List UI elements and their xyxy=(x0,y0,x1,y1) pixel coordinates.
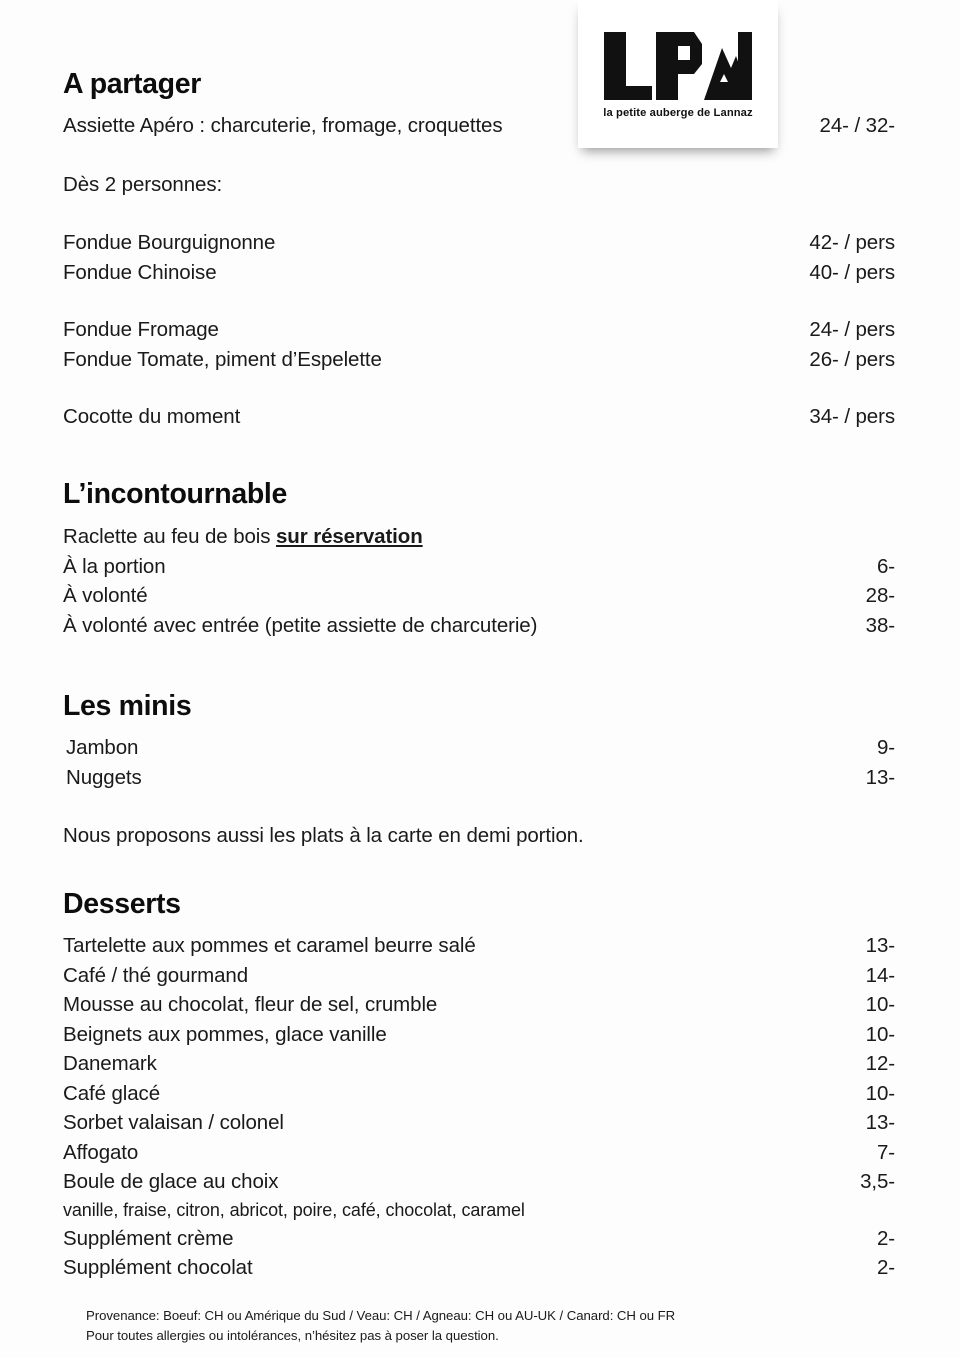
item-name: Nuggets xyxy=(66,765,142,789)
item-name: Assiette Apéro : charcuterie, fromage, croquettes xyxy=(63,114,503,137)
desserts-items xyxy=(63,931,895,1283)
item-name: Danemark xyxy=(63,1052,157,1075)
menu-row xyxy=(63,1253,895,1283)
raclette-headline xyxy=(63,522,895,552)
menu-row xyxy=(63,1224,895,1254)
item-price: 12- xyxy=(865,1052,895,1075)
item-price: 2- xyxy=(876,1226,895,1250)
item-name: Jambon xyxy=(66,736,139,759)
menu-group xyxy=(63,315,895,374)
item-name: Boule de glace au choix xyxy=(63,1170,279,1193)
menu-row xyxy=(63,1167,895,1197)
item-price: 24- / 32- xyxy=(819,114,895,137)
item-name: Fondue Bourguignonne xyxy=(63,231,276,254)
restaurant-logo xyxy=(578,0,778,148)
footer-provenance: Provenance: Boeuf: CH ou Amérique du Sud / Veau: CH / Agneau: CH ou AU-UK / Canard: CH ou FR xyxy=(86,1308,676,1323)
section-les-minis xyxy=(63,690,895,851)
item-price: 42- / pers xyxy=(809,231,895,254)
section-title-desserts: Desserts xyxy=(63,888,181,920)
menu-row xyxy=(66,733,895,763)
item-price: 9- xyxy=(876,736,895,759)
menu-group xyxy=(63,402,895,432)
item-name: Beignets aux pommes, glace vanille xyxy=(63,1022,387,1046)
item-price: 34- / pers xyxy=(809,405,895,428)
item-price: 13- xyxy=(865,934,895,957)
menu-row xyxy=(63,1049,895,1079)
menu-row xyxy=(63,581,895,611)
item-name: Café / thé gourmand xyxy=(63,963,248,987)
menu-row xyxy=(63,961,895,991)
item-name: Supplément crème xyxy=(63,1226,234,1250)
item-price: 40- / pers xyxy=(809,260,895,284)
menu-row xyxy=(63,228,895,258)
item-price: 13- xyxy=(865,1111,895,1134)
item-name: Supplément chocolat xyxy=(63,1256,253,1279)
item-price: 6- xyxy=(876,554,895,578)
footer-notes xyxy=(86,1306,886,1345)
item-name: À la portion xyxy=(63,554,166,578)
glace-flavours: vanille, fraise, citron, abricot, poire, café, chocolat, caramel xyxy=(63,1199,525,1220)
item-name: Mousse au chocolat, fleur de sel, crumble xyxy=(63,993,438,1016)
menu-row xyxy=(66,763,895,793)
menu-row xyxy=(63,1079,895,1109)
menu-row xyxy=(63,315,895,345)
item-price: 10- xyxy=(865,1081,895,1105)
item-name: À volonté avec entrée (petite assiette de charcuterie) xyxy=(63,613,538,637)
lpal-logo-icon xyxy=(600,30,756,102)
item-price: 10- xyxy=(865,1022,895,1046)
item-price: 24- / pers xyxy=(809,318,895,341)
minis-items xyxy=(63,733,895,792)
menu-row xyxy=(63,402,895,432)
menu-row xyxy=(63,931,895,961)
item-name: Affogato xyxy=(63,1140,139,1164)
item-name: Cocotte du moment xyxy=(63,405,241,428)
logo-tagline: la petite auberge de Lannaz xyxy=(603,106,753,119)
item-price: 2- xyxy=(876,1256,895,1279)
item-price: 26- / pers xyxy=(809,347,895,371)
item-price: 28- xyxy=(865,584,895,607)
item-name: Sorbet valaisan / colonel xyxy=(63,1111,284,1134)
item-price: 13- xyxy=(865,765,895,789)
item-price: 10- xyxy=(865,993,895,1016)
section-title-incontournable: L’incontournable xyxy=(63,478,287,510)
item-name: Fondue Fromage xyxy=(63,318,219,341)
menu-row xyxy=(63,345,895,375)
menu-row xyxy=(63,1020,895,1050)
raclette-headline-text: Raclette au feu de bois xyxy=(63,525,276,548)
section-desserts xyxy=(63,888,895,1283)
menu-row xyxy=(63,1108,895,1138)
item-price: 14- xyxy=(865,963,895,987)
menu-row xyxy=(63,1138,895,1168)
minis-footnote: Nous proposons aussi les plats à la carte en demi portion. xyxy=(63,824,584,847)
menu-row xyxy=(63,258,895,288)
menu-row xyxy=(63,990,895,1020)
item-name: Fondue Chinoise xyxy=(63,260,217,284)
item-name: À volonté xyxy=(63,584,148,607)
raclette-reservation-emphasis: sur réservation xyxy=(276,525,423,548)
menu-group xyxy=(63,228,895,287)
item-name: Tartelette aux pommes et caramel beurre salé xyxy=(63,934,476,957)
menu-row xyxy=(63,552,895,582)
section-title-a-partager: A partager xyxy=(63,68,201,100)
item-price: 3,5- xyxy=(860,1170,895,1193)
item-name: Café glacé xyxy=(63,1081,161,1105)
group-note: Dès 2 personnes: xyxy=(63,172,223,196)
footer-allergies: Pour toutes allergies ou intolérances, n’hésitez pas à poser la question. xyxy=(86,1327,499,1343)
section-title-les-minis: Les minis xyxy=(63,690,192,722)
menu-row xyxy=(63,611,895,641)
item-name: Fondue Tomate, piment d’Espelette xyxy=(63,347,382,371)
section-incontournable xyxy=(63,478,895,640)
item-price: 38- xyxy=(865,613,895,637)
item-price: 7- xyxy=(876,1140,895,1164)
